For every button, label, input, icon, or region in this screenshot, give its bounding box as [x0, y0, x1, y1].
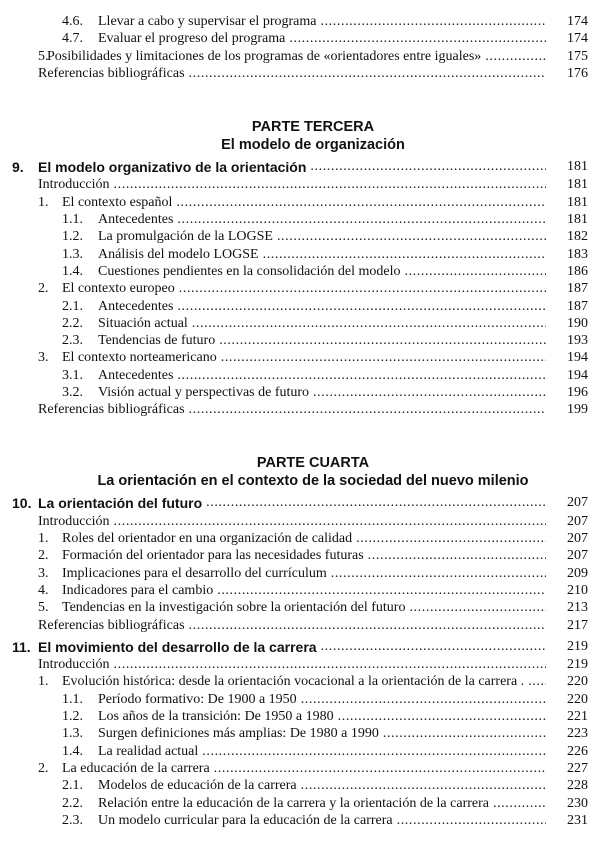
dot-leader [285, 30, 546, 48]
entry-title: Modelos de educación de la carrera [98, 778, 297, 794]
entry-title: Evaluar el progreso del programa [98, 31, 286, 47]
entry-number: 2.3. [62, 812, 83, 828]
entry-title: El contexto europeo [62, 281, 175, 297]
dot-leader [379, 725, 546, 743]
toc-entry[interactable] [0, 384, 600, 402]
toc-entry[interactable] [0, 246, 600, 264]
entry-number: 2.2. [62, 315, 83, 331]
entry-title: Referencias bibliográficas [38, 617, 185, 633]
entry-number: 11. [12, 638, 31, 655]
dot-leader [217, 349, 546, 367]
toc-entry[interactable] [0, 211, 600, 229]
entry-title: Referencias bibliográficas [38, 65, 185, 81]
page-number: 186 [567, 263, 588, 279]
page-number: 183 [567, 246, 588, 262]
dot-leader [175, 280, 546, 298]
entry-title: Cuestiones pendientes en la consolidación del modelo [98, 263, 401, 279]
dot-leader [489, 795, 546, 813]
toc-entry[interactable] [0, 760, 600, 778]
entry-title: Visión actual y perspectivas de futuro [98, 385, 310, 400]
toc-entry[interactable] [0, 673, 600, 691]
toc-entry[interactable] [0, 228, 600, 246]
dot-leader [317, 638, 546, 656]
dot-leader [173, 367, 546, 385]
entry-title: Los años de la transición: De 1950 a 1980 [98, 709, 334, 724]
page-number: 220 [567, 691, 588, 707]
dot-leader [110, 176, 546, 194]
entry-number: 2.3. [62, 333, 83, 349]
entry-title: Tendencias en la investigación sobre la orientación del futuro [62, 600, 406, 616]
entry-number: 4.7. [62, 31, 83, 47]
dot-leader [202, 494, 546, 512]
page-number: 174 [567, 31, 588, 47]
toc-entry[interactable] [0, 530, 600, 548]
page-number: 181 [567, 212, 588, 227]
toc-entry[interactable] [0, 795, 600, 813]
dot-leader [198, 743, 546, 761]
entry-number: 3.1. [62, 367, 83, 383]
page-number: 217 [567, 617, 588, 633]
toc-entry[interactable] [0, 194, 600, 212]
entry-title: La realidad actual [98, 743, 199, 759]
part-heading: PARTE TERCERA [251, 118, 375, 135]
dot-leader [306, 158, 546, 176]
page-number: 175 [567, 48, 588, 64]
dot-leader [210, 760, 546, 778]
toc-entry[interactable] [0, 298, 600, 316]
toc-entry[interactable] [0, 349, 600, 367]
entry-number: 1.1. [62, 691, 83, 707]
page-number: 181 [567, 194, 588, 210]
page-number: 207 [567, 495, 588, 511]
entry-number: 1. [38, 674, 49, 690]
dot-leader [393, 812, 546, 830]
entry-title: La promulgación de la LOGSE [98, 229, 273, 245]
toc-entry[interactable] [0, 777, 600, 795]
entry-title: Antecedentes [98, 212, 174, 227]
toc-entry[interactable] [0, 263, 600, 281]
dot-leader [172, 194, 546, 212]
dot-leader [316, 13, 546, 31]
dot-leader [297, 777, 546, 795]
dot-leader [400, 263, 546, 281]
page-number: 209 [567, 565, 588, 581]
entry-title: Relación entre la educación de la carrera y la orientación de la carrera [98, 795, 489, 811]
page-number: 199 [567, 402, 588, 418]
chapter-entry[interactable] [0, 158, 600, 176]
toc-entry[interactable] [0, 547, 600, 565]
entry-title: El contexto español [62, 194, 173, 210]
page-number: 176 [567, 65, 588, 81]
entry-title: Análisis del modelo LOGSE [98, 246, 259, 262]
entry-title: Llevar a cabo y supervisar el programa [98, 14, 317, 29]
dot-leader [188, 315, 546, 333]
entry-title: Implicaciones para el desarrollo del currículum [62, 565, 327, 581]
toc-entry[interactable] [0, 513, 600, 531]
page-number: 187 [567, 298, 588, 314]
page-number: 213 [567, 600, 588, 616]
entry-title: Roles del orientador en una organización de calidad [62, 531, 353, 547]
entry-title: La orientación del futuro [38, 495, 203, 512]
entry-number: 9. [12, 158, 24, 175]
dot-leader [327, 565, 546, 583]
toc-entry[interactable] [0, 176, 600, 194]
entry-title: Evolución histórica: desde la orientación vocacional a la orientación de la carrera . [62, 674, 525, 690]
dot-leader [309, 384, 546, 402]
entry-title: Situación actual [98, 315, 188, 331]
entry-title: Tendencias de futuro [98, 333, 216, 349]
toc-entry[interactable] [0, 315, 600, 333]
toc-entry[interactable] [0, 725, 600, 743]
toc-entry[interactable] [0, 565, 600, 583]
page-number: 207 [567, 531, 588, 547]
entry-number: 1. [38, 194, 49, 210]
page-number: 226 [567, 743, 588, 759]
entry-title: Un modelo curricular para la educación de la carrera [98, 812, 393, 828]
page-number: 220 [567, 674, 588, 690]
entry-number: 3.2. [62, 385, 83, 400]
page-number: 227 [567, 760, 588, 776]
dot-leader [173, 211, 546, 229]
page-number: 230 [567, 795, 588, 811]
dot-leader [259, 246, 546, 264]
toc-entry[interactable] [0, 656, 600, 674]
entry-number: 3. [38, 565, 49, 581]
entry-title: Introducción [38, 657, 110, 673]
page-number: 210 [567, 583, 588, 598]
entry-number: 1.2. [62, 709, 83, 724]
dot-leader [352, 530, 546, 548]
page-number: 219 [567, 638, 588, 654]
entry-number: 1.3. [62, 246, 83, 262]
dot-leader [213, 582, 546, 600]
page-number: 181 [567, 177, 588, 193]
page-number: 207 [567, 548, 588, 564]
dot-leader [185, 65, 546, 83]
toc-entry[interactable] [0, 582, 600, 600]
dot-leader [334, 708, 546, 726]
entry-number: 2.1. [62, 778, 83, 794]
entry-title: Posibilidades y limitaciones de los programas de «orientadores entre iguales» [47, 48, 482, 64]
page-number: 228 [567, 778, 588, 794]
entry-number: 2. [38, 548, 49, 564]
dot-leader [110, 656, 546, 674]
page-number: 190 [567, 315, 588, 331]
entry-title: Introducción [38, 177, 110, 193]
dot-leader [173, 298, 546, 316]
entry-title: Surgen definiciones más amplias: De 1980 a 1990 [98, 726, 379, 742]
dot-leader [273, 228, 546, 246]
entry-number: 4.6. [62, 14, 83, 29]
chapter-entry[interactable] [0, 638, 600, 656]
toc-entry[interactable] [0, 708, 600, 726]
entry-number: 10. [12, 495, 32, 512]
entry-title: El movimiento del desarrollo de la carrera [38, 638, 317, 655]
entry-number: 1. [38, 531, 49, 547]
entry-number: 1.3. [62, 726, 83, 742]
entry-number: 1.1. [62, 212, 83, 227]
dot-leader [185, 617, 546, 635]
entry-title: El modelo organizativo de la orientación [38, 158, 307, 175]
page-number: 219 [567, 657, 588, 673]
entry-title: Período formativo: De 1900 a 1950 [98, 691, 297, 707]
entry-number: 3. [38, 350, 49, 366]
toc-entry[interactable] [0, 401, 600, 419]
page-number: 196 [567, 385, 588, 400]
page-number: 194 [567, 367, 588, 383]
entry-number: 2.1. [62, 298, 83, 314]
page-number: 231 [567, 812, 588, 828]
entry-number: 1.4. [62, 743, 83, 759]
dot-leader [110, 513, 546, 531]
page-number: 194 [567, 350, 588, 366]
page-number: 223 [567, 726, 588, 742]
page-number: 182 [567, 229, 588, 245]
dot-leader [405, 599, 546, 617]
entry-title: Antecedentes [98, 367, 174, 383]
page-number: 207 [567, 513, 588, 529]
part-subtitle: El modelo de organización [221, 136, 405, 153]
page-number: 174 [567, 14, 588, 29]
entry-title: Introducción [38, 513, 110, 529]
entry-title: La educación de la carrera [62, 760, 210, 776]
dot-leader [297, 691, 546, 709]
entry-title: Formación del orientador para las necesidades futuras [62, 548, 364, 564]
part-subtitle: La orientación en el contexto de la sociedad del nuevo milenio [97, 473, 529, 490]
dot-leader [215, 332, 546, 350]
toc-entry[interactable] [0, 280, 600, 298]
toc-entry[interactable] [0, 691, 600, 709]
dot-leader [185, 401, 546, 419]
toc-entry[interactable] [0, 743, 600, 761]
entry-number: 5. [38, 48, 49, 64]
toc-entry[interactable] [0, 13, 600, 31]
entry-number: 1.4. [62, 263, 83, 279]
toc-entry[interactable] [0, 65, 600, 83]
entry-title: Indicadores para el cambio [62, 583, 214, 598]
entry-number: 2. [38, 760, 49, 776]
toc-entry[interactable] [0, 332, 600, 350]
toc-entry[interactable] [0, 617, 600, 635]
toc-entry[interactable] [0, 599, 600, 617]
entry-number: 1.2. [62, 229, 83, 245]
entry-title: Antecedentes [98, 298, 174, 314]
entry-number: 2.2. [62, 795, 83, 811]
entry-number: 5. [38, 600, 49, 616]
dot-leader [481, 48, 546, 66]
toc-entry[interactable] [0, 812, 600, 830]
entry-number: 4. [38, 583, 49, 598]
entry-title: Referencias bibliográficas [38, 402, 185, 418]
page-number: 187 [567, 281, 588, 297]
page-number: 221 [567, 709, 588, 724]
page-number: 193 [567, 333, 588, 349]
page-number: 181 [567, 158, 588, 174]
entry-number: 2. [38, 281, 49, 297]
toc-entry[interactable] [0, 367, 600, 385]
part-heading: PARTE CUARTA [256, 455, 370, 472]
toc-entry[interactable] [0, 48, 600, 66]
chapter-entry[interactable] [0, 494, 600, 512]
dot-leader [364, 547, 546, 565]
dot-leader [524, 673, 546, 691]
toc-entry[interactable] [0, 30, 600, 48]
entry-title: El contexto norteamericano [62, 350, 217, 366]
